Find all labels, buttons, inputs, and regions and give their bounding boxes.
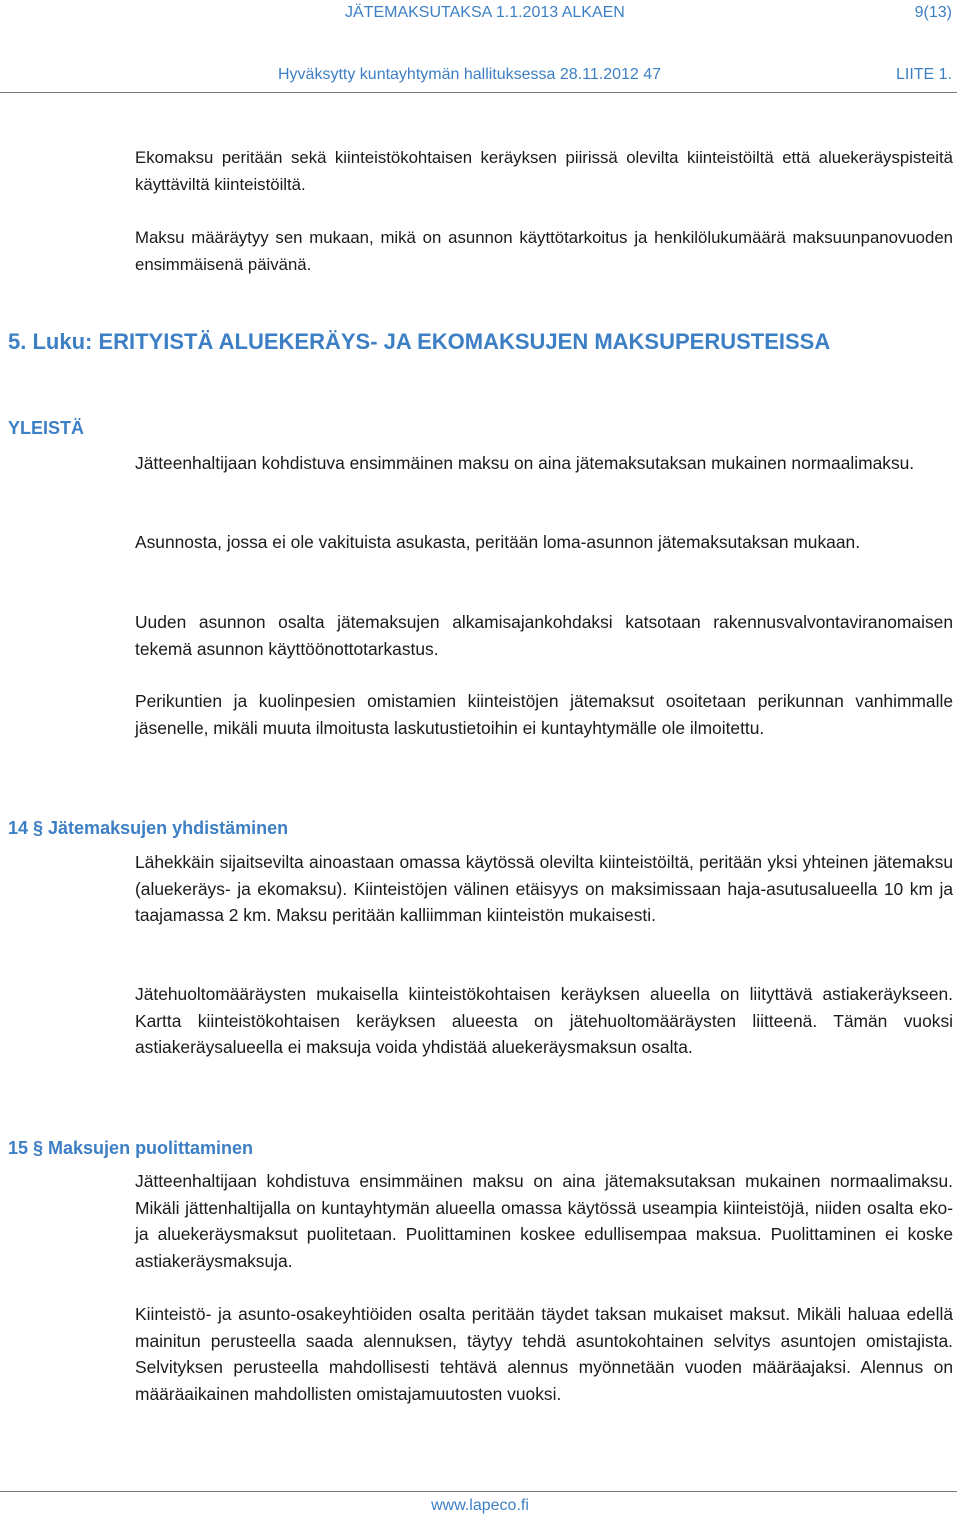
document-title: JÄTEMAKSUTAKSA 1.1.2013 ALKAEN (345, 4, 625, 21)
page-number: 9(13) (914, 4, 952, 21)
general-heading: YLEISTÄ (8, 418, 85, 438)
intro-paragraph: Ekomaksu peritään sekä kiinteistökohtaisen keräyksen piirissä olevilta kiinteistöiltä että aluekeräyspisteitä käyttäviltä kiinteistöiltä. (135, 148, 953, 194)
general-paragraph: Jätteenhaltijaan kohdistuva ensimmäinen maksu on aina jätemaksutaksan mukainen normaalimaksu. (135, 453, 915, 473)
section-14-paragraph: Lähekkäin sijaitsevilta ainoastaan omassa käytössä olevilta kiinteistöiltä, peritään yksi yhteinen jätemaksu (aluekeräys- ja ekomaksu). Kiinteistöjen välinen etäisyys on maksimissaan haja-asutusalueella 10 km ja taajamassa 2 km. Maksu peritään kalliimman kiinteistön mukaisesti. (135, 852, 953, 925)
section-15-heading: 15 § Maksujen puolittaminen (8, 1138, 254, 1158)
header-divider (0, 92, 957, 93)
section-14-heading: 14 § Jätemaksujen yhdistäminen (8, 818, 289, 838)
chapter-heading: 5. Luku: ERITYISTÄ ALUEKERÄYS- JA EKOMAKSUJEN MAKSUPERUSTEISSA (8, 329, 831, 354)
section-15-paragraph: Jätteenhaltijaan kohdistuva ensimmäinen maksu on aina jätemaksutaksan mukainen normaalimaksu. Mikäli jättenhaltijalla on kuntayhtymän alueella omassa käytössä useampia kiinteistöjä, niiden osalta eko- ja aluekeräysmaksut puolitetaan. Puolittaminen koskee edullisempaa maksua. Puolittaminen ei koske astiakeräysmaksuja. (135, 1171, 953, 1271)
footer-divider (0, 1491, 957, 1492)
general-paragraph: Uuden asunnon osalta jätemaksujen alkamisajankohdaksi katsotaan rakennusvalvontaviranomaisen tekemä asunnon käyttöönottotarkastus. (135, 612, 953, 659)
intro-paragraph: Maksu määräytyy sen mukaan, mikä on asunnon käyttötarkoitus ja henkilölukumäärä maksuunpanovuoden ensimmäisenä päivänä. (135, 228, 953, 274)
general-paragraph: Perikuntien ja kuolinpesien omistamien kiinteistöjen jätemaksut osoitetaan perikunnan vanhimmalle jäsenelle, mikäli muuta ilmoitusta laskutustietoihin ei kuntayhtymälle ole ilmoitettu. (135, 691, 953, 738)
footer-link[interactable]: www.lapeco.fi (431, 1497, 529, 1514)
general-paragraph: Asunnosta, jossa ei ole vakituista asukasta, peritään loma-asunnon jätemaksutaksan mukaan. (135, 532, 861, 552)
section-15-paragraph: Kiinteistö- ja asunto-osakeyhtiöiden osalta peritään täydet taksan mukaiset maksut. Mikäli haluaa edellä mainitun perusteella saada alennuksen, täytyy tehdä asuntokohtainen selvitys asuntojen omistajista. Selvityksen perusteella mahdollisesti tehtävä alennus myönnetään vuoden määräajaksi. Alennus on määräaikainen mahdollisten omistajamuutosten vuoksi. (135, 1304, 953, 1404)
appendix-label: LIITE 1. (895, 66, 952, 83)
approval-note: Hyväksytty kuntayhtymän hallituksessa 28.11.2012 47 (278, 66, 662, 83)
section-14-paragraph: Jätehuoltomääräysten mukaisella kiinteistökohtaisen keräyksen alueella on liityttävä astiakeräykseen. Kartta kiinteistökohtaisen keräyksen alueesta on jätehuoltomääräysten liitteenä. Tämän vuoksi astiakeräysalueella ei maksuja voida yhdistää aluekeräysmaksun osalta. (135, 984, 953, 1057)
